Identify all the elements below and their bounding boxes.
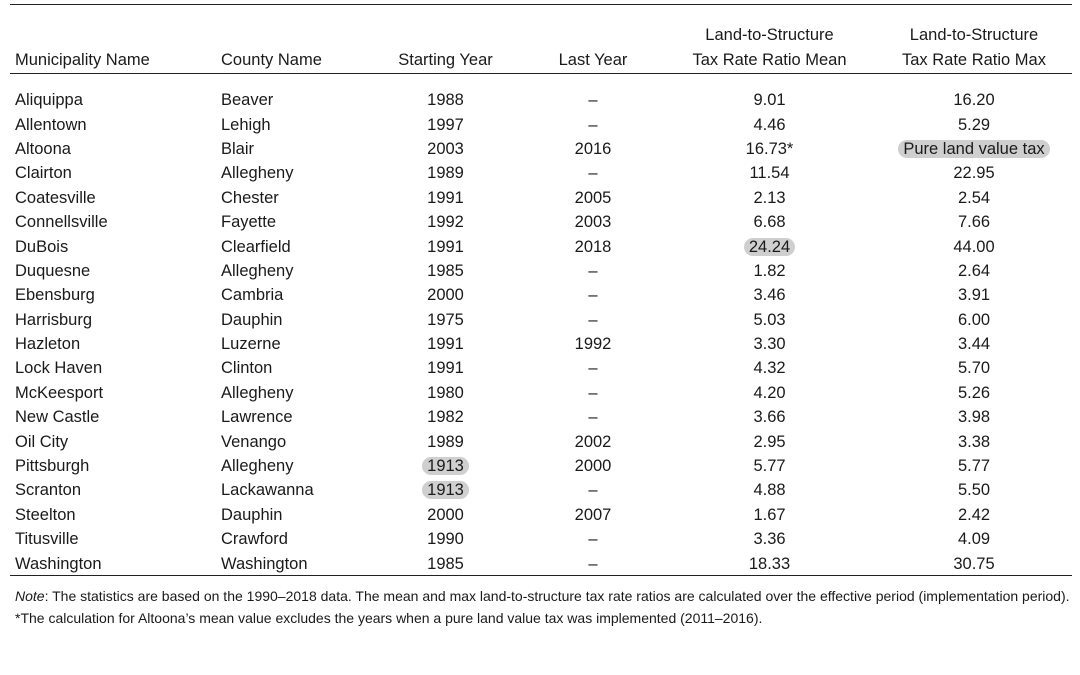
header-ratio-max (876, 6, 1072, 83)
cell-starting-year-value: 1982 (427, 408, 464, 427)
cell-last-year (523, 454, 663, 478)
cell-county (216, 112, 368, 136)
cell-ratio-mean (663, 527, 876, 551)
cell-ratio-mean (663, 308, 876, 332)
cell-last-year-value: – (588, 164, 598, 183)
cell-municipality-value: Altoona (15, 139, 71, 158)
cell-last-year-value: – (588, 554, 598, 573)
cell-starting-year-value: 1997 (427, 115, 464, 134)
cell-municipality (10, 259, 216, 283)
cell-municipality-value: Titusville (15, 530, 79, 549)
cell-starting-year-value: 1985 (427, 261, 464, 280)
cell-county (216, 161, 368, 185)
cell-starting-year-value: 1988 (427, 91, 464, 110)
cell-ratio-max (876, 210, 1072, 234)
cell-county-value: Venango (221, 432, 287, 451)
table-row (10, 210, 1072, 234)
cell-municipality (10, 186, 216, 210)
cell-starting-year-value: 2000 (427, 505, 464, 524)
cell-starting-year (368, 429, 523, 453)
cell-starting-year-value: 1985 (427, 554, 464, 573)
cell-starting-year (368, 259, 523, 283)
cell-ratio-max (876, 527, 1072, 551)
cell-ratio-max (876, 503, 1072, 527)
cell-starting-year (368, 478, 523, 502)
cell-ratio-max (876, 454, 1072, 478)
cell-starting-year-value: 2003 (427, 139, 464, 158)
cell-municipality-value: Coatesville (15, 188, 96, 207)
table-row (10, 259, 1072, 283)
cell-last-year-value: 2005 (574, 188, 612, 207)
cell-starting-year (368, 186, 523, 210)
cell-ratio-mean-value: 1.82 (753, 261, 786, 280)
cell-ratio-max (876, 137, 1072, 161)
cell-last-year (523, 186, 663, 210)
cell-county (216, 186, 368, 210)
cell-ratio-max (876, 308, 1072, 332)
cell-last-year (523, 405, 663, 429)
cell-starting-year-value: 1913 (422, 481, 469, 499)
table-row (10, 83, 1072, 112)
cell-county (216, 551, 368, 575)
cell-county (216, 137, 368, 161)
cell-county-value: Allegheny (221, 164, 294, 183)
cell-last-year (523, 137, 663, 161)
cell-ratio-mean (663, 186, 876, 210)
cell-county (216, 308, 368, 332)
cell-starting-year (368, 454, 523, 478)
header-last-year: Last Year (558, 51, 628, 69)
cell-ratio-mean-value: 11.54 (749, 164, 790, 183)
cell-ratio-mean (663, 112, 876, 136)
cell-county-value: Allegheny (221, 457, 294, 476)
cell-last-year (523, 356, 663, 380)
cell-municipality (10, 356, 216, 380)
cell-starting-year (368, 83, 523, 112)
cell-county-value: Chester (221, 188, 279, 207)
table-top-rule (10, 4, 1072, 5)
cell-municipality-value: Scranton (15, 481, 82, 500)
cell-municipality-value: Steelton (15, 505, 76, 524)
cell-last-year (523, 161, 663, 185)
cell-ratio-max-value: 4.09 (957, 530, 991, 549)
cell-county-value: Fayette (221, 213, 277, 232)
cell-ratio-max (876, 112, 1072, 136)
cell-municipality (10, 454, 216, 478)
cell-municipality (10, 83, 216, 112)
cell-municipality (10, 210, 216, 234)
cell-ratio-mean (663, 356, 876, 380)
table-header-row (10, 6, 1072, 83)
cell-municipality (10, 478, 216, 502)
cell-last-year-value: 2007 (574, 505, 612, 524)
cell-ratio-mean-value: 9.01 (753, 91, 786, 110)
cell-ratio-mean (663, 234, 876, 258)
cell-ratio-max (876, 478, 1072, 502)
cell-municipality (10, 234, 216, 258)
cell-county-value: Luzerne (221, 335, 281, 354)
cell-county (216, 283, 368, 307)
cell-last-year (523, 308, 663, 332)
cell-starting-year (368, 161, 523, 185)
cell-ratio-max-value: Pure land value tax (898, 140, 1049, 158)
header-ratio-mean-line2: Tax Rate Ratio Mean (692, 51, 847, 69)
header-county: County Name (221, 51, 322, 69)
cell-last-year (523, 527, 663, 551)
cell-county-value: Lehigh (221, 115, 271, 134)
table-row (10, 161, 1072, 185)
cell-ratio-max (876, 186, 1072, 210)
cell-last-year (523, 429, 663, 453)
cell-municipality (10, 405, 216, 429)
cell-starting-year (368, 137, 523, 161)
cell-starting-year-value: 1989 (427, 164, 464, 183)
cell-ratio-mean (663, 210, 876, 234)
cell-last-year-value: – (588, 481, 598, 500)
cell-last-year (523, 234, 663, 258)
cell-starting-year (368, 527, 523, 551)
note-label: Note (15, 588, 45, 604)
cell-municipality-value: Washington (15, 554, 102, 573)
cell-municipality (10, 283, 216, 307)
cell-ratio-mean-value: 6.68 (753, 213, 786, 232)
cell-county (216, 83, 368, 112)
cell-ratio-mean-value: 4.46 (753, 115, 786, 134)
cell-ratio-max (876, 551, 1072, 575)
cell-municipality-value: Pittsburgh (15, 457, 90, 476)
cell-starting-year (368, 112, 523, 136)
cell-county (216, 332, 368, 356)
cell-ratio-mean-value: 16.73* (745, 139, 794, 158)
cell-ratio-max-value: 5.77 (957, 457, 991, 476)
cell-ratio-max-value: 3.91 (957, 286, 991, 305)
cell-ratio-mean (663, 83, 876, 112)
table-row (10, 332, 1072, 356)
cell-starting-year (368, 210, 523, 234)
header-starting-year: Starting Year (398, 51, 493, 69)
cell-starting-year-value: 1913 (422, 457, 469, 475)
cell-ratio-mean (663, 283, 876, 307)
table-row (10, 503, 1072, 527)
cell-county-value: Washington (221, 554, 308, 573)
cell-ratio-max-value: 22.95 (953, 164, 995, 183)
cell-county (216, 210, 368, 234)
cell-ratio-mean-value: 4.20 (753, 383, 786, 402)
table-row (10, 454, 1072, 478)
cell-starting-year-value: 1990 (427, 530, 464, 549)
table-note (15, 585, 1075, 629)
cell-county-value: Lackawanna (221, 481, 314, 500)
cell-county-value: Dauphin (221, 310, 283, 329)
cell-ratio-max-value: 2.42 (957, 505, 991, 524)
cell-last-year-value: 1992 (574, 335, 612, 354)
table-row (10, 429, 1072, 453)
cell-municipality-value: Duquesne (15, 261, 91, 280)
cell-county (216, 259, 368, 283)
cell-municipality (10, 112, 216, 136)
table-row (10, 137, 1072, 161)
cell-ratio-mean (663, 332, 876, 356)
table-row (10, 381, 1072, 405)
cell-last-year-value: – (588, 310, 598, 329)
cell-municipality (10, 503, 216, 527)
cell-starting-year-value: 1992 (427, 213, 464, 232)
cell-county (216, 234, 368, 258)
cell-ratio-max (876, 234, 1072, 258)
cell-last-year-value: – (588, 408, 598, 427)
table-row (10, 234, 1072, 258)
cell-starting-year-value: 1991 (427, 359, 464, 378)
note-text: : The statistics are based on the 1990–2018 data. The mean and max land-to-structure tax rate ratios are calculated over the effective period (implementation period). *The calculation for Altoona’s mean value excludes the years when a pure land value tax was implemented (2011–2016). (15, 588, 1070, 626)
cell-county-value: Cambria (221, 286, 284, 305)
cell-last-year (523, 381, 663, 405)
cell-ratio-max (876, 429, 1072, 453)
cell-ratio-max-value: 3.98 (957, 408, 991, 427)
cell-starting-year (368, 332, 523, 356)
table-row (10, 308, 1072, 332)
cell-municipality (10, 137, 216, 161)
cell-county (216, 478, 368, 502)
cell-ratio-mean-value: 4.88 (753, 481, 786, 500)
cell-county (216, 503, 368, 527)
cell-ratio-max (876, 161, 1072, 185)
cell-starting-year-value: 1991 (427, 188, 464, 207)
cell-ratio-max-value: 44.00 (953, 237, 995, 256)
cell-last-year (523, 283, 663, 307)
cell-starting-year-value: 1975 (427, 310, 464, 329)
cell-ratio-mean-value: 3.36 (753, 530, 786, 549)
cell-last-year (523, 112, 663, 136)
cell-municipality-value: Lock Haven (15, 359, 103, 378)
cell-municipality-value: Aliquippa (15, 91, 83, 110)
table-row (10, 527, 1072, 551)
cell-ratio-max-value: 3.38 (957, 432, 991, 451)
cell-last-year-value: – (588, 91, 598, 110)
cell-ratio-mean (663, 161, 876, 185)
cell-last-year-value: – (588, 359, 598, 378)
cell-ratio-max-value: 2.64 (957, 261, 991, 280)
cell-county (216, 381, 368, 405)
cell-last-year (523, 503, 663, 527)
cell-ratio-mean-value: 18.33 (748, 554, 791, 573)
cell-county (216, 454, 368, 478)
cell-last-year-value: 2000 (574, 457, 612, 476)
cell-county-value: Blair (221, 139, 255, 158)
cell-ratio-mean (663, 405, 876, 429)
cell-starting-year-value: 2000 (427, 286, 464, 305)
cell-ratio-mean-value: 1.67 (753, 505, 786, 524)
cell-municipality-value: DuBois (15, 237, 69, 256)
cell-starting-year-value: 1991 (427, 335, 464, 354)
cell-ratio-max-value: 2.54 (957, 188, 991, 207)
cell-ratio-mean-value: 2.95 (753, 432, 786, 451)
cell-municipality (10, 332, 216, 356)
table-row (10, 186, 1072, 210)
cell-last-year (523, 210, 663, 234)
cell-last-year-value: – (588, 530, 598, 549)
cell-last-year-value: – (588, 115, 598, 134)
cell-starting-year (368, 234, 523, 258)
cell-municipality (10, 527, 216, 551)
cell-last-year (523, 83, 663, 112)
cell-ratio-max-value: 5.50 (957, 481, 991, 500)
cell-municipality (10, 308, 216, 332)
cell-municipality (10, 161, 216, 185)
cell-ratio-mean (663, 137, 876, 161)
cell-last-year-value: 2002 (574, 432, 612, 451)
table-row (10, 112, 1072, 136)
header-ratio-max-line1: Land-to-Structure (909, 26, 1039, 44)
table-body (10, 83, 1072, 576)
cell-ratio-max (876, 381, 1072, 405)
cell-last-year-value: 2016 (574, 139, 612, 158)
cell-ratio-mean-value: 24.24 (744, 238, 795, 256)
cell-ratio-max-value: 6.00 (957, 310, 991, 329)
table-row (10, 551, 1072, 575)
cell-municipality-value: Ebensburg (15, 286, 95, 305)
cell-last-year-value: 2003 (574, 213, 612, 232)
cell-ratio-mean-value: 5.03 (753, 310, 786, 329)
cell-ratio-max (876, 405, 1072, 429)
cell-last-year (523, 332, 663, 356)
cell-municipality-value: New Castle (15, 408, 100, 427)
cell-municipality-value: Clairton (15, 164, 72, 183)
cell-last-year-value: – (588, 261, 598, 280)
cell-starting-year (368, 381, 523, 405)
cell-ratio-max-value: 3.44 (957, 335, 991, 354)
cell-county-value: Clinton (221, 359, 273, 378)
cell-last-year-value: – (588, 286, 598, 305)
cell-county-value: Beaver (221, 91, 274, 110)
table-row (10, 356, 1072, 380)
municipality-tax-table (10, 6, 1072, 576)
cell-ratio-mean (663, 381, 876, 405)
cell-ratio-mean (663, 429, 876, 453)
cell-municipality-value: Harrisburg (15, 310, 93, 329)
cell-county-value: Dauphin (221, 505, 283, 524)
header-ratio-max-line2: Tax Rate Ratio Max (902, 51, 1046, 69)
cell-county (216, 405, 368, 429)
table-row (10, 478, 1072, 502)
cell-municipality (10, 429, 216, 453)
cell-municipality-value: McKeesport (15, 383, 104, 402)
cell-starting-year-value: 1980 (427, 383, 464, 402)
cell-county-value: Crawford (221, 530, 288, 549)
cell-starting-year-value: 1989 (427, 432, 464, 451)
cell-ratio-mean-value: 3.46 (753, 286, 786, 305)
cell-municipality-value: Allentown (15, 115, 87, 134)
cell-county-value: Allegheny (221, 261, 294, 280)
cell-county-value: Clearfield (221, 237, 291, 256)
cell-municipality-value: Hazleton (15, 335, 81, 354)
cell-starting-year-value: 1991 (427, 237, 464, 256)
table-row (10, 405, 1072, 429)
cell-ratio-max-value: 30.75 (953, 554, 995, 573)
cell-municipality (10, 381, 216, 405)
cell-ratio-max-value: 7.66 (957, 213, 991, 232)
cell-starting-year (368, 405, 523, 429)
cell-ratio-max (876, 332, 1072, 356)
cell-ratio-max (876, 83, 1072, 112)
cell-ratio-max (876, 356, 1072, 380)
cell-ratio-max (876, 259, 1072, 283)
cell-county-value: Allegheny (221, 383, 294, 402)
cell-county (216, 429, 368, 453)
header-ratio-mean-line1: Land-to-Structure (705, 26, 834, 44)
cell-ratio-mean-value: 3.66 (753, 408, 786, 427)
cell-municipality (10, 551, 216, 575)
cell-ratio-max-value: 5.29 (957, 115, 991, 134)
cell-municipality-value: Oil City (15, 432, 69, 451)
cell-ratio-mean-value: 4.32 (753, 359, 786, 378)
cell-county (216, 527, 368, 551)
cell-municipality-value: Connellsville (15, 213, 108, 232)
cell-county (216, 356, 368, 380)
cell-starting-year (368, 283, 523, 307)
cell-last-year (523, 259, 663, 283)
cell-ratio-mean (663, 478, 876, 502)
cell-last-year-value: – (588, 383, 598, 402)
cell-ratio-max-value: 5.26 (957, 383, 991, 402)
cell-starting-year (368, 308, 523, 332)
cell-ratio-mean-value: 3.30 (753, 335, 786, 354)
cell-ratio-mean (663, 259, 876, 283)
cell-ratio-max-value: 5.70 (957, 359, 991, 378)
table-row (10, 283, 1072, 307)
header-municipality: Municipality Name (15, 51, 150, 69)
cell-ratio-max-value: 16.20 (953, 91, 995, 110)
cell-ratio-mean-value: 5.77 (753, 457, 786, 476)
cell-last-year-value: 2018 (574, 237, 612, 256)
cell-starting-year (368, 356, 523, 380)
cell-ratio-mean-value: 2.13 (753, 188, 786, 207)
cell-starting-year (368, 503, 523, 527)
cell-last-year (523, 551, 663, 575)
cell-county-value: Lawrence (221, 408, 293, 427)
cell-ratio-mean (663, 454, 876, 478)
cell-ratio-max (876, 283, 1072, 307)
cell-ratio-mean (663, 503, 876, 527)
cell-starting-year (368, 551, 523, 575)
cell-last-year (523, 478, 663, 502)
header-ratio-mean (663, 6, 876, 83)
cell-ratio-mean (663, 551, 876, 575)
